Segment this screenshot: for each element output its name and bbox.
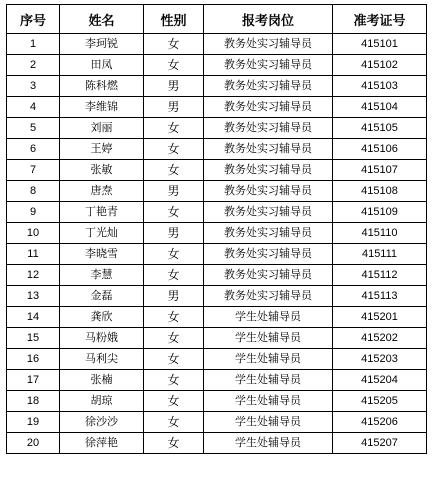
cell-position: 教务处实习辅导员 bbox=[204, 202, 333, 223]
cell-index: 9 bbox=[7, 202, 60, 223]
table-row bbox=[7, 160, 427, 181]
cell-position: 教务处实习辅导员 bbox=[204, 118, 333, 139]
cell-ticket-number: 415113 bbox=[333, 286, 427, 307]
header-position: 报考岗位 bbox=[204, 5, 333, 34]
cell-ticket-number: 415112 bbox=[333, 265, 427, 286]
cell-gender: 女 bbox=[144, 202, 204, 223]
cell-gender: 男 bbox=[144, 223, 204, 244]
cell-position: 教务处实习辅导员 bbox=[204, 244, 333, 265]
cell-gender: 女 bbox=[144, 34, 204, 55]
table-row bbox=[7, 76, 427, 97]
cell-ticket-number: 415102 bbox=[333, 55, 427, 76]
cell-index: 2 bbox=[7, 55, 60, 76]
cell-name: 丁光灿 bbox=[60, 223, 144, 244]
cell-index: 16 bbox=[7, 349, 60, 370]
table-row bbox=[7, 265, 427, 286]
cell-position: 教务处实习辅导员 bbox=[204, 139, 333, 160]
table-row bbox=[7, 328, 427, 349]
cell-gender: 女 bbox=[144, 412, 204, 433]
cell-name: 徐沙沙 bbox=[60, 412, 144, 433]
cell-index: 14 bbox=[7, 307, 60, 328]
cell-ticket-number: 415109 bbox=[333, 202, 427, 223]
cell-name: 金磊 bbox=[60, 286, 144, 307]
cell-ticket-number: 415107 bbox=[333, 160, 427, 181]
cell-index: 15 bbox=[7, 328, 60, 349]
header-ticket-number: 准考证号 bbox=[333, 5, 427, 34]
cell-name: 李晓雪 bbox=[60, 244, 144, 265]
header-index: 序号 bbox=[7, 5, 60, 34]
cell-position: 教务处实习辅导员 bbox=[204, 76, 333, 97]
cell-name: 胡琼 bbox=[60, 391, 144, 412]
cell-ticket-number: 415206 bbox=[333, 412, 427, 433]
cell-name: 陈科燃 bbox=[60, 76, 144, 97]
cell-index: 18 bbox=[7, 391, 60, 412]
table-row bbox=[7, 97, 427, 118]
cell-name: 张楠 bbox=[60, 370, 144, 391]
cell-gender: 女 bbox=[144, 118, 204, 139]
cell-ticket-number: 415105 bbox=[333, 118, 427, 139]
table-row bbox=[7, 391, 427, 412]
cell-index: 11 bbox=[7, 244, 60, 265]
cell-name: 龚欣 bbox=[60, 307, 144, 328]
cell-index: 3 bbox=[7, 76, 60, 97]
cell-gender: 女 bbox=[144, 349, 204, 370]
cell-ticket-number: 415108 bbox=[333, 181, 427, 202]
cell-gender: 女 bbox=[144, 307, 204, 328]
cell-position: 教务处实习辅导员 bbox=[204, 181, 333, 202]
cell-name: 刘丽 bbox=[60, 118, 144, 139]
cell-index: 8 bbox=[7, 181, 60, 202]
cell-ticket-number: 415205 bbox=[333, 391, 427, 412]
cell-gender: 女 bbox=[144, 55, 204, 76]
cell-name: 李慧 bbox=[60, 265, 144, 286]
cell-position: 学生处辅导员 bbox=[204, 349, 333, 370]
header-name: 姓名 bbox=[60, 5, 144, 34]
cell-index: 17 bbox=[7, 370, 60, 391]
cell-ticket-number: 415110 bbox=[333, 223, 427, 244]
cell-ticket-number: 415111 bbox=[333, 244, 427, 265]
cell-gender: 女 bbox=[144, 139, 204, 160]
cell-gender: 女 bbox=[144, 391, 204, 412]
cell-ticket-number: 415204 bbox=[333, 370, 427, 391]
cell-ticket-number: 415201 bbox=[333, 307, 427, 328]
cell-ticket-number: 415103 bbox=[333, 76, 427, 97]
table-row bbox=[7, 412, 427, 433]
header-gender: 性别 bbox=[144, 5, 204, 34]
table-row bbox=[7, 181, 427, 202]
cell-gender: 女 bbox=[144, 433, 204, 454]
cell-ticket-number: 415203 bbox=[333, 349, 427, 370]
cell-index: 20 bbox=[7, 433, 60, 454]
cell-position: 教务处实习辅导员 bbox=[204, 55, 333, 76]
cell-name: 丁艳青 bbox=[60, 202, 144, 223]
cell-name: 李维锦 bbox=[60, 97, 144, 118]
table-row bbox=[7, 118, 427, 139]
table-row bbox=[7, 307, 427, 328]
cell-name: 王婷 bbox=[60, 139, 144, 160]
cell-name: 唐焘 bbox=[60, 181, 144, 202]
table-body bbox=[7, 34, 427, 454]
cell-index: 6 bbox=[7, 139, 60, 160]
cell-position: 教务处实习辅导员 bbox=[204, 223, 333, 244]
table-row bbox=[7, 223, 427, 244]
cell-position: 教务处实习辅导员 bbox=[204, 265, 333, 286]
cell-position: 学生处辅导员 bbox=[204, 412, 333, 433]
cell-position: 教务处实习辅导员 bbox=[204, 97, 333, 118]
cell-position: 教务处实习辅导员 bbox=[204, 286, 333, 307]
cell-name: 马粉娥 bbox=[60, 328, 144, 349]
cell-name: 马利尖 bbox=[60, 349, 144, 370]
cell-gender: 女 bbox=[144, 328, 204, 349]
cell-position: 学生处辅导员 bbox=[204, 391, 333, 412]
table-row bbox=[7, 370, 427, 391]
cell-name: 徐萍艳 bbox=[60, 433, 144, 454]
table-row bbox=[7, 55, 427, 76]
cell-position: 教务处实习辅导员 bbox=[204, 34, 333, 55]
cell-position: 学生处辅导员 bbox=[204, 433, 333, 454]
cell-index: 10 bbox=[7, 223, 60, 244]
table-row bbox=[7, 139, 427, 160]
cell-position: 学生处辅导员 bbox=[204, 328, 333, 349]
cell-position: 教务处实习辅导员 bbox=[204, 160, 333, 181]
exam-roster-sheet bbox=[6, 4, 427, 454]
cell-ticket-number: 415101 bbox=[333, 34, 427, 55]
cell-index: 7 bbox=[7, 160, 60, 181]
table-row bbox=[7, 286, 427, 307]
exam-roster-table bbox=[6, 4, 427, 454]
cell-index: 19 bbox=[7, 412, 60, 433]
table-row bbox=[7, 34, 427, 55]
cell-gender: 男 bbox=[144, 181, 204, 202]
table-row bbox=[7, 433, 427, 454]
cell-name: 李珂锐 bbox=[60, 34, 144, 55]
cell-position: 学生处辅导员 bbox=[204, 307, 333, 328]
cell-gender: 女 bbox=[144, 370, 204, 391]
header-row bbox=[7, 5, 427, 34]
cell-index: 5 bbox=[7, 118, 60, 139]
cell-ticket-number: 415106 bbox=[333, 139, 427, 160]
cell-index: 1 bbox=[7, 34, 60, 55]
table-row bbox=[7, 202, 427, 223]
cell-gender: 男 bbox=[144, 286, 204, 307]
cell-gender: 男 bbox=[144, 97, 204, 118]
cell-name: 田凤 bbox=[60, 55, 144, 76]
table-row bbox=[7, 349, 427, 370]
cell-name: 张敏 bbox=[60, 160, 144, 181]
cell-index: 12 bbox=[7, 265, 60, 286]
table-row bbox=[7, 244, 427, 265]
cell-ticket-number: 415207 bbox=[333, 433, 427, 454]
cell-ticket-number: 415202 bbox=[333, 328, 427, 349]
cell-gender: 女 bbox=[144, 244, 204, 265]
cell-position: 学生处辅导员 bbox=[204, 370, 333, 391]
cell-ticket-number: 415104 bbox=[333, 97, 427, 118]
cell-index: 13 bbox=[7, 286, 60, 307]
cell-gender: 男 bbox=[144, 76, 204, 97]
cell-index: 4 bbox=[7, 97, 60, 118]
cell-gender: 女 bbox=[144, 160, 204, 181]
cell-gender: 女 bbox=[144, 265, 204, 286]
